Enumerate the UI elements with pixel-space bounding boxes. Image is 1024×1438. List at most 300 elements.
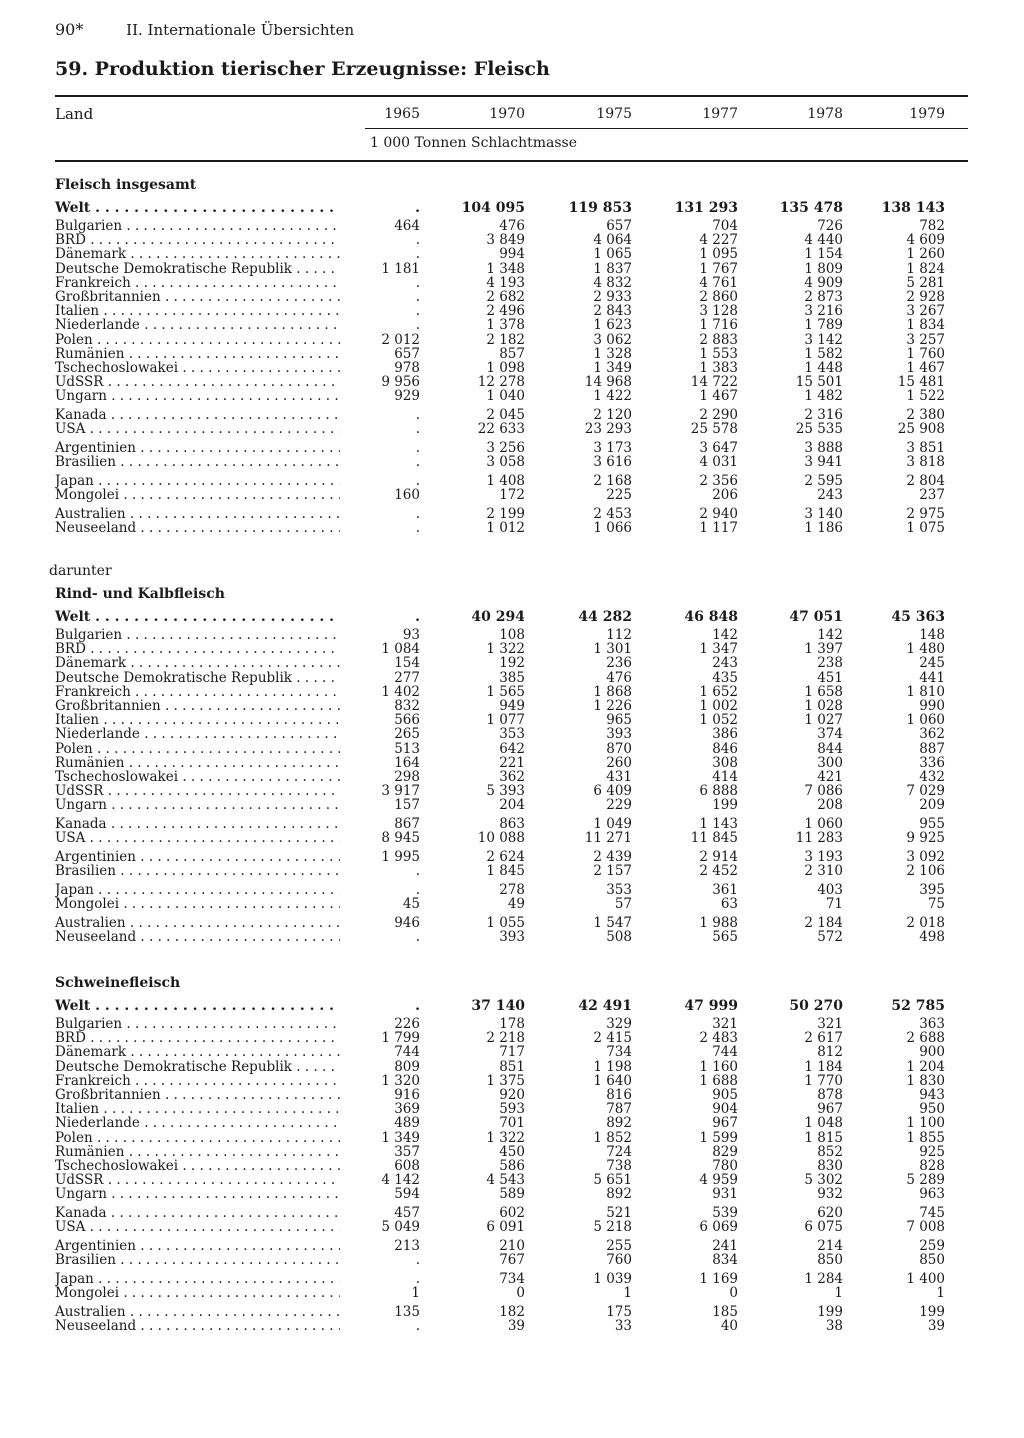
cell-1977: 539	[712, 1205, 738, 1222]
cell-1979: 2 688	[906, 1030, 945, 1047]
cell-1975: 229	[606, 797, 632, 814]
row-land-name: Rumänien . . .	[55, 756, 340, 770]
cell-1970: 586	[499, 1158, 525, 1174]
row-land-name: Italien . . .	[55, 1102, 340, 1116]
cell-1977: 1 599	[699, 1129, 738, 1146]
cell-1970: 210	[499, 1238, 525, 1254]
cell-1979: 3 257	[906, 331, 945, 348]
row-land-name: Neuseeland . . .	[55, 521, 340, 535]
cell-1979: 1 100	[906, 1115, 945, 1132]
cell-1970: 1 348	[486, 260, 525, 277]
cell-1975: 329	[606, 1016, 632, 1032]
row-land-name: Brasilien . . .	[55, 864, 340, 878]
cell-1977: 4 959	[699, 1172, 738, 1189]
row-land-name: Welt . . .	[55, 201, 340, 215]
table-row	[0, 1220, 1024, 1234]
table-row	[0, 831, 1024, 845]
cell-1978: 15 501	[795, 374, 843, 391]
table-title: 59. Produktion tierischer Erzeugnisse: Fleisch	[55, 58, 550, 80]
cell-1979: 3 092	[906, 849, 945, 865]
cell-1977: 6 069	[699, 1219, 738, 1236]
cell-1965: 744	[394, 1044, 420, 1061]
table-row	[0, 1145, 1024, 1159]
cell-1977: 2 914	[699, 849, 738, 865]
cell-1977: 1 688	[699, 1072, 738, 1089]
cell-1975: 57	[614, 896, 632, 913]
cell-1979: 2 975	[906, 505, 945, 522]
cell-1965: .	[415, 881, 420, 898]
cell-1979: 955	[919, 816, 945, 833]
table-row	[0, 1206, 1024, 1220]
cell-1978: 830	[817, 1158, 843, 1174]
cell-1977: 63	[720, 896, 738, 913]
cell-1975: 1 868	[593, 683, 632, 700]
cell-1978: 850	[817, 1252, 843, 1269]
cell-1970: 1 322	[486, 641, 525, 658]
cell-1975: 2 933	[593, 289, 632, 305]
table-row	[0, 1116, 1024, 1130]
cell-1978: 2 184	[804, 914, 843, 931]
cell-1965: .	[415, 232, 420, 249]
table-row	[0, 389, 1024, 403]
cell-1979: 1 522	[906, 388, 945, 405]
cell-1977: 744	[712, 1044, 738, 1061]
cell-1965: 457	[394, 1205, 420, 1222]
cell-1965: 1 995	[381, 849, 420, 865]
cell-1978: 199	[817, 1303, 843, 1320]
cell-1965: .	[415, 505, 420, 522]
cell-1978: 1 809	[804, 260, 843, 277]
table-row	[0, 290, 1024, 304]
cell-1965: 594	[394, 1186, 420, 1203]
cell-1965: 45	[402, 896, 420, 913]
running-header	[55, 20, 354, 39]
cell-1979: 1	[936, 1285, 945, 1302]
cell-1977: 0	[729, 1285, 738, 1302]
cell-1979: 138 143	[881, 200, 945, 216]
cell-1970: 104 095	[461, 200, 525, 216]
cell-1977: 361	[712, 881, 738, 898]
cell-1975: 1 349	[593, 360, 632, 376]
cell-1979: 441	[919, 669, 945, 686]
cell-1978: 142	[817, 627, 843, 643]
table-row	[0, 897, 1024, 911]
table-row	[0, 1102, 1024, 1116]
table-row	[0, 656, 1024, 670]
cell-1965: 9 956	[381, 374, 420, 391]
cell-1970: 49	[507, 896, 525, 913]
row-land-name: Japan . . .	[55, 474, 340, 488]
cell-1978: 25 535	[795, 421, 843, 438]
cell-1970: 717	[499, 1044, 525, 1061]
cell-1970: 642	[499, 740, 525, 757]
table-row	[0, 685, 1024, 699]
cell-1970: 2 045	[486, 407, 525, 424]
cell-1970: 589	[499, 1186, 525, 1203]
cell-1978: 374	[817, 726, 843, 743]
cell-1978: 7 086	[804, 783, 843, 800]
cell-1979: 782	[919, 218, 945, 234]
cell-1978: 47 051	[789, 609, 843, 625]
cell-1979: 1 204	[906, 1058, 945, 1075]
cell-1978: 2 873	[804, 289, 843, 305]
cell-1979: 1 855	[906, 1129, 945, 1146]
cell-1970: 2 199	[486, 505, 525, 522]
table-row	[0, 817, 1024, 831]
cell-1975: 787	[606, 1101, 632, 1118]
row-land-name: Italien . . .	[55, 713, 340, 727]
row-land-name: Argentinien . . .	[55, 441, 340, 455]
table-row	[0, 219, 1024, 233]
cell-1965: 4 142	[381, 1172, 420, 1189]
year-header-1978: 1978	[807, 106, 843, 122]
table-row	[0, 699, 1024, 713]
cell-1975: 1 301	[593, 641, 632, 658]
cell-1975: 657	[606, 218, 632, 234]
unit-rule	[365, 128, 968, 129]
table-row	[0, 408, 1024, 422]
cell-1977: 3 647	[699, 440, 738, 456]
section-label: Schweinefleisch	[55, 975, 181, 991]
cell-1978: 812	[817, 1044, 843, 1061]
cell-1970: 39	[507, 1318, 525, 1334]
row-land-name: BRD . . .	[55, 642, 340, 656]
cell-1978: 1 186	[804, 520, 843, 536]
cell-1979: 1 467	[906, 360, 945, 376]
cell-1970: 3 256	[486, 440, 525, 456]
cell-1975: 112	[606, 627, 632, 643]
cell-1965: .	[415, 863, 420, 880]
page-number: 90*	[55, 20, 84, 39]
cell-1977: 206	[712, 487, 738, 504]
cell-1965: 832	[394, 698, 420, 714]
cell-1965: 8 945	[381, 830, 420, 847]
cell-1978: 50 270	[789, 998, 843, 1014]
cell-1977: 1 169	[699, 1270, 738, 1287]
cell-1978: 572	[817, 929, 843, 945]
row-land-name: Neuseeland . . .	[55, 1319, 340, 1333]
cell-1970: 1 055	[486, 914, 525, 931]
row-land-name: Welt . . .	[55, 610, 340, 624]
row-land-name: Rumänien . . .	[55, 1145, 340, 1159]
cell-1979: 887	[919, 740, 945, 757]
cell-1975: 175	[606, 1303, 632, 1320]
cell-1978: 403	[817, 881, 843, 898]
cell-1975: 734	[606, 1044, 632, 1061]
cell-1965: 157	[394, 797, 420, 814]
cell-1975: 724	[606, 1143, 632, 1160]
cell-1978: 300	[817, 754, 843, 771]
row-land-name: Tschechoslowakei . . .	[55, 770, 340, 784]
cell-1970: 178	[499, 1016, 525, 1032]
cell-1970: 108	[499, 627, 525, 643]
cell-1979: 2 018	[906, 914, 945, 931]
row-land-name: Bulgarien . . .	[55, 219, 340, 233]
cell-1970: 1 408	[486, 472, 525, 489]
cell-1978: 1 048	[804, 1115, 843, 1132]
cell-1970: 767	[499, 1252, 525, 1269]
cell-1970: 3 849	[486, 232, 525, 249]
cell-1975: 2 439	[593, 849, 632, 865]
table-row	[0, 474, 1024, 488]
cell-1978: 1 184	[804, 1058, 843, 1075]
cell-1978: 1 482	[804, 388, 843, 405]
cell-1975: 393	[606, 726, 632, 743]
cell-1978: 6 075	[804, 1219, 843, 1236]
cell-1975: 431	[606, 769, 632, 785]
cell-1979: 52 785	[891, 998, 945, 1014]
cell-1970: 204	[499, 797, 525, 814]
table-row	[0, 1253, 1024, 1267]
cell-1965: 1 402	[381, 683, 420, 700]
cell-1975: 4 832	[593, 274, 632, 291]
cell-1977: 1 383	[699, 360, 738, 376]
cell-1965: .	[415, 289, 420, 305]
row-land-name: Großbritannien . . .	[55, 290, 340, 304]
table-row	[0, 642, 1024, 656]
table-row	[0, 1060, 1024, 1074]
cell-1970: 1 040	[486, 388, 525, 405]
cell-1970: 172	[499, 487, 525, 504]
cell-1977: 2 290	[699, 407, 738, 424]
cell-1977: 931	[712, 1186, 738, 1203]
row-land-name: Mongolei . . .	[55, 1286, 340, 1300]
cell-1970: 1 565	[486, 683, 525, 700]
cell-1979: 209	[919, 797, 945, 814]
cell-1977: 243	[712, 655, 738, 672]
cell-1978: 5 302	[804, 1172, 843, 1189]
unit-label: 1 000 Tonnen Schlachtmasse	[370, 135, 578, 151]
cell-1979: 432	[919, 769, 945, 785]
table-row	[0, 1286, 1024, 1300]
cell-1979: 9 925	[906, 830, 945, 847]
cell-1965: 1 084	[381, 641, 420, 658]
table-row	[0, 850, 1024, 864]
cell-1979: 963	[919, 1186, 945, 1203]
cell-1965: .	[415, 472, 420, 489]
table-row	[0, 1319, 1024, 1333]
row-land-name: Australien . . .	[55, 1305, 340, 1319]
cell-1977: 185	[712, 1303, 738, 1320]
cell-1978: 1 815	[804, 1129, 843, 1146]
row-land-name: Ungarn . . .	[55, 389, 340, 403]
cell-1979: 1 400	[906, 1270, 945, 1287]
table-row	[0, 233, 1024, 247]
row-land-name: Argentinien . . .	[55, 1239, 340, 1253]
cell-1978: 208	[817, 797, 843, 814]
cell-1979: 259	[919, 1238, 945, 1254]
cell-1970: 1 322	[486, 1129, 525, 1146]
cell-1978: 932	[817, 1186, 843, 1203]
cell-1970: 1 378	[486, 317, 525, 334]
cell-1978: 1 028	[804, 698, 843, 714]
table-row	[0, 1088, 1024, 1102]
cell-1965: 566	[394, 712, 420, 729]
cell-1979: 925	[919, 1143, 945, 1160]
cell-1978: 2 617	[804, 1030, 843, 1047]
cell-1965: .	[415, 303, 420, 320]
cell-1978: 4 909	[804, 274, 843, 291]
cell-1977: 2 883	[699, 331, 738, 348]
cell-1975: 1 039	[593, 1270, 632, 1287]
row-land-name: Polen . . .	[55, 742, 340, 756]
cell-1965: .	[415, 440, 420, 456]
cell-1970: 22 633	[477, 421, 525, 438]
cell-1977: 1 652	[699, 683, 738, 700]
cell-1975: 5 651	[593, 1172, 632, 1189]
cell-1970: 12 278	[477, 374, 525, 391]
cell-1970: 1 845	[486, 863, 525, 880]
cell-1975: 2 415	[593, 1030, 632, 1047]
cell-1977: 4 761	[699, 274, 738, 291]
cell-1977: 47 999	[684, 998, 738, 1014]
row-land-name: Frankreich . . .	[55, 276, 340, 290]
table-row	[0, 1173, 1024, 1187]
cell-1977: 11 845	[690, 830, 738, 847]
cell-1979: 3 267	[906, 303, 945, 320]
cell-1965: 608	[394, 1158, 420, 1174]
cell-1978: 3 142	[804, 331, 843, 348]
row-land-name: Welt . . .	[55, 999, 340, 1013]
cell-1978: 1 154	[804, 246, 843, 263]
cell-1965: 1 320	[381, 1072, 420, 1089]
cell-1970: 994	[499, 246, 525, 263]
cell-1978: 38	[825, 1318, 843, 1334]
cell-1979: 2 106	[906, 863, 945, 880]
cell-1970: 4 543	[486, 1172, 525, 1189]
cell-1975: 236	[606, 655, 632, 672]
row-land-name: Argentinien . . .	[55, 850, 340, 864]
cell-1978: 1 397	[804, 641, 843, 658]
cell-1979: 1 480	[906, 641, 945, 658]
table-row	[0, 610, 1024, 624]
cell-1979: 395	[919, 881, 945, 898]
cell-1965: 513	[394, 740, 420, 757]
cell-1970: 393	[499, 929, 525, 945]
cell-1970: 863	[499, 816, 525, 833]
cell-1978: 726	[817, 218, 843, 234]
cell-1979: 1 824	[906, 260, 945, 277]
cell-1979: 39	[927, 1318, 945, 1334]
row-land-name: Kanada . . .	[55, 1206, 340, 1220]
cell-1977: 25 578	[690, 421, 738, 438]
cell-1978: 4 440	[804, 232, 843, 249]
cell-1975: 1 640	[593, 1072, 632, 1089]
table-row	[0, 521, 1024, 535]
cell-1979: 1 075	[906, 520, 945, 536]
cell-1978: 71	[825, 896, 843, 913]
cell-1975: 260	[606, 754, 632, 771]
cell-1979: 3 818	[906, 454, 945, 471]
cell-1979: 362	[919, 726, 945, 743]
row-land-name: Brasilien . . .	[55, 455, 340, 469]
cell-1975: 892	[606, 1186, 632, 1203]
row-land-name: Frankreich . . .	[55, 1074, 340, 1088]
cell-1979: 237	[919, 487, 945, 504]
table-row	[0, 441, 1024, 455]
row-land-name: Japan . . .	[55, 883, 340, 897]
cell-1975: 1 623	[593, 317, 632, 334]
cell-1975: 508	[606, 929, 632, 945]
cell-1970: 221	[499, 754, 525, 771]
cell-1979: 4 609	[906, 232, 945, 249]
cell-1970: 5 393	[486, 783, 525, 800]
row-land-name: Dänemark . . .	[55, 247, 340, 261]
cell-1970: 2 218	[486, 1030, 525, 1047]
cell-1975: 1 547	[593, 914, 632, 931]
cell-1975: 6 409	[593, 783, 632, 800]
year-header-1977: 1977	[702, 106, 738, 122]
cell-1979: 2 380	[906, 407, 945, 424]
cell-1979: 3 851	[906, 440, 945, 456]
cell-1975: 738	[606, 1158, 632, 1174]
cell-1975: 225	[606, 487, 632, 504]
row-land-name: Deutsche Demokratische Republik . . .	[55, 671, 340, 685]
cell-1970: 476	[499, 218, 525, 234]
cell-1977: 142	[712, 627, 738, 643]
cell-1978: 2 316	[804, 407, 843, 424]
cell-1977: 2 483	[699, 1030, 738, 1047]
cell-1965: 1	[411, 1285, 420, 1302]
cell-1978: 1 284	[804, 1270, 843, 1287]
cell-1978: 214	[817, 1238, 843, 1254]
table-row	[0, 1305, 1024, 1319]
cell-1977: 14 722	[690, 374, 738, 391]
cell-1979: 745	[919, 1205, 945, 1222]
cell-1970: 2 682	[486, 289, 525, 305]
cell-1978: 135 478	[779, 200, 843, 216]
row-land-name: Tschechoslowakei . . .	[55, 1159, 340, 1173]
cell-1977: 4 031	[699, 454, 738, 471]
cell-1965: 1 349	[381, 1129, 420, 1146]
cell-1977: 1 467	[699, 388, 738, 405]
row-land-name: Dänemark . . .	[55, 656, 340, 670]
table-row	[0, 1159, 1024, 1173]
cell-1970: 6 091	[486, 1219, 525, 1236]
cell-1975: 5 218	[593, 1219, 632, 1236]
section-label: Fleisch insgesamt	[55, 177, 197, 193]
cell-1979: 990	[919, 698, 945, 714]
row-land-name: Neuseeland . . .	[55, 930, 340, 944]
cell-1965: 3 917	[381, 783, 420, 800]
table-row	[0, 304, 1024, 318]
cell-1975: 521	[606, 1205, 632, 1222]
cell-1975: 23 293	[584, 421, 632, 438]
cell-1975: 33	[614, 1318, 632, 1334]
cell-1965: .	[415, 1252, 420, 1269]
cell-1975: 1 049	[593, 816, 632, 833]
cell-1977: 1 052	[699, 712, 738, 729]
cell-1975: 892	[606, 1115, 632, 1132]
cell-1975: 353	[606, 881, 632, 898]
table-row	[0, 727, 1024, 741]
cell-1979: 2 928	[906, 289, 945, 305]
cell-1977: 435	[712, 669, 738, 686]
cell-1965: 809	[394, 1058, 420, 1075]
cell-1965: 867	[394, 816, 420, 833]
cell-1970: 0	[516, 1285, 525, 1302]
cell-1975: 1	[623, 1285, 632, 1302]
cell-1975: 870	[606, 740, 632, 757]
cell-1978: 238	[817, 655, 843, 672]
cell-1965: 160	[394, 487, 420, 504]
row-land-name: Ungarn . . .	[55, 1187, 340, 1201]
table-row	[0, 713, 1024, 727]
row-land-name: BRD . . .	[55, 1031, 340, 1045]
cell-1977: 829	[712, 1143, 738, 1160]
cell-1979: 1 830	[906, 1072, 945, 1089]
cell-1977: 2 860	[699, 289, 738, 305]
